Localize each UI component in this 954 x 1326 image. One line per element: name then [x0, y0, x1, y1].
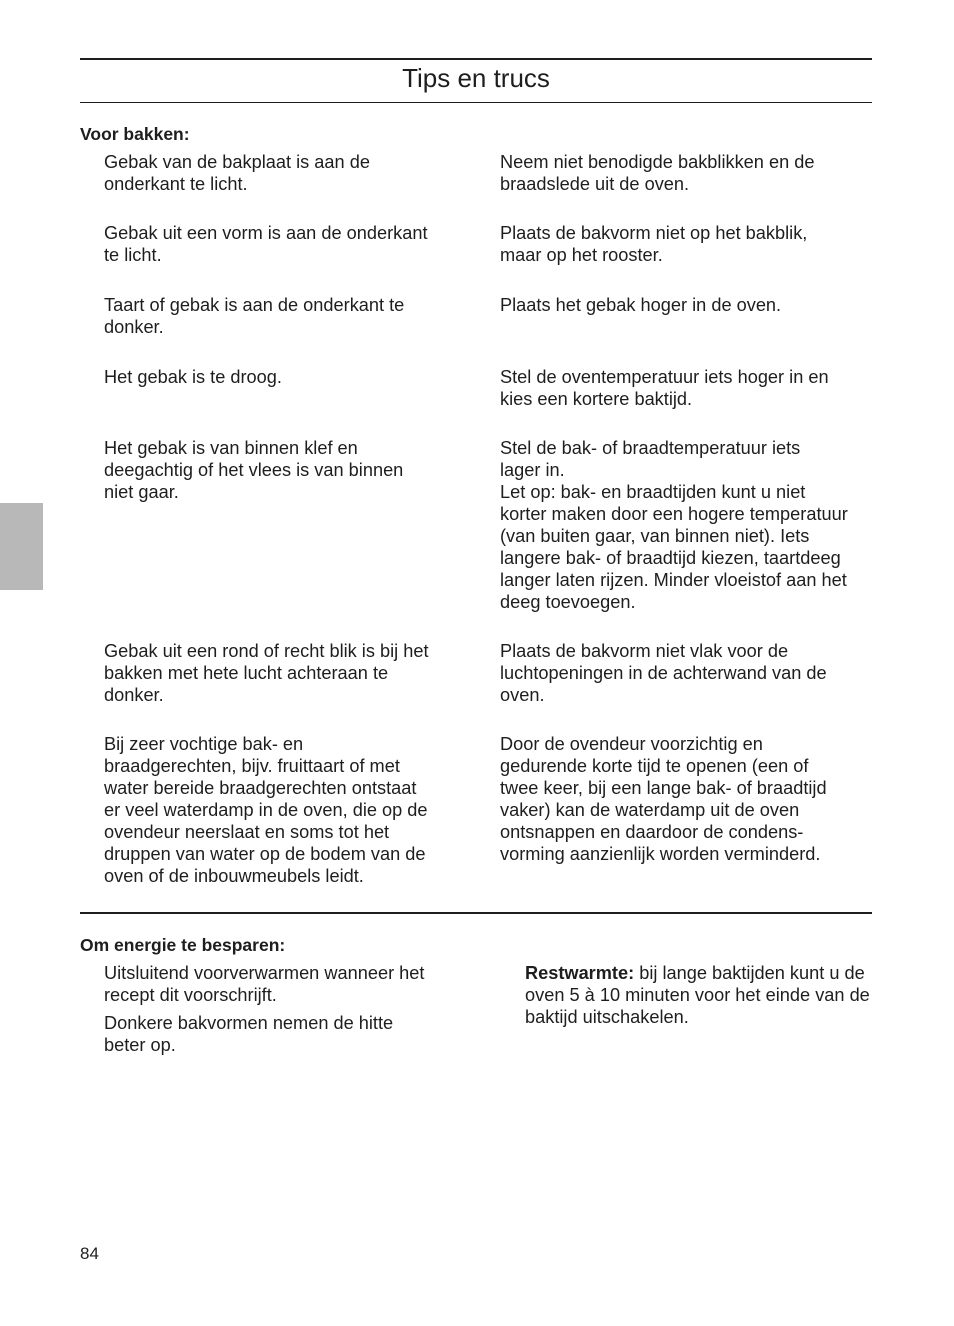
title-bottom-rule [80, 102, 872, 103]
residual-heat-text: bij lange baktijden kunt u de oven 5 à 10 minuten voor het einde van de baktijd uitschakelen. [525, 963, 870, 1027]
baking-problem: Het gebak is van binnen klef en deegachtig of het vlees is van binnen niet gaar. [104, 438, 404, 502]
baking-problem: Bij zeer vochtige bak- en braadgerechten, bijv. fruittaart of met water bereide braadgerechten ontstaat er veel waterdamp in de oven, die op de ovendeur neerslaat en soms tot het druppen van water op de bodem van de oven of de inbouwmeubels leidt. [104, 734, 428, 886]
baking-remedy: Neem niet benodigde bakblikken en de braadslede uit de oven. [500, 152, 815, 194]
energy-tip: Donkere bakvormen nemen de hitte beter op. [104, 1013, 394, 1055]
energy-section-heading: Om energie te besparen: [80, 935, 286, 955]
baking-problem: Gebak uit een rond of recht blik is bij het bakken met hete lucht achteraan te donker. [104, 641, 429, 705]
baking-problem: Taart of gebak is aan de onderkant te donker. [104, 295, 405, 337]
baking-problem: Het gebak is te droog. [104, 367, 282, 387]
page-title: Tips en trucs [402, 63, 550, 93]
baking-section-heading: Voor bakken: [80, 124, 190, 144]
baking-problem: Gebak uit een vorm is aan de onderkant te licht. [104, 223, 428, 265]
baking-remedy: Stel de oventemperatuur iets hoger in en kies een kortere baktijd. [500, 367, 829, 409]
title-top-rule [80, 58, 872, 60]
baking-remedy: Plaats de bakvorm niet op het bakblik, maar op het rooster. [500, 223, 808, 265]
energy-tip: Uitsluitend voorverwarmen wanneer het recept dit voorschrijft. [104, 963, 425, 1005]
baking-remedy: Plaats het gebak hoger in de oven. [500, 295, 782, 315]
section-divider [80, 912, 872, 914]
residual-heat-label: Restwarmte: [525, 963, 635, 983]
residual-heat-tip [525, 962, 870, 1028]
baking-remedy: Plaats de bakvorm niet vlak voor de luchtopeningen in de achterwand van de oven. [500, 641, 827, 705]
page-number: 84 [80, 1244, 99, 1263]
baking-remedy: Stel de bak- of braadtemperatuur iets lager in. Let op: bak- en braadtijden kunt u niet korter maken door een hogere temperatuur (van buiten gaar, van binnen niet). Iets langere bak- of braadtijd kiezen, taartdeeg langer laten rijzen. Minder vloeistof aan het deeg toevoegen. [500, 438, 848, 612]
baking-problem: Gebak van de bakplaat is aan de onderkant te licht. [104, 152, 370, 194]
chapter-side-tab [0, 503, 43, 590]
baking-remedy: Door de ovendeur voorzichtig en gedurende korte tijd te openen (een of twee keer, bij een lange bak- of braadtijd vaker) kan de waterdamp uit de oven ontsnappen en daardoor de condens- vorming aanzienlijk worden verminderd. [500, 734, 827, 864]
